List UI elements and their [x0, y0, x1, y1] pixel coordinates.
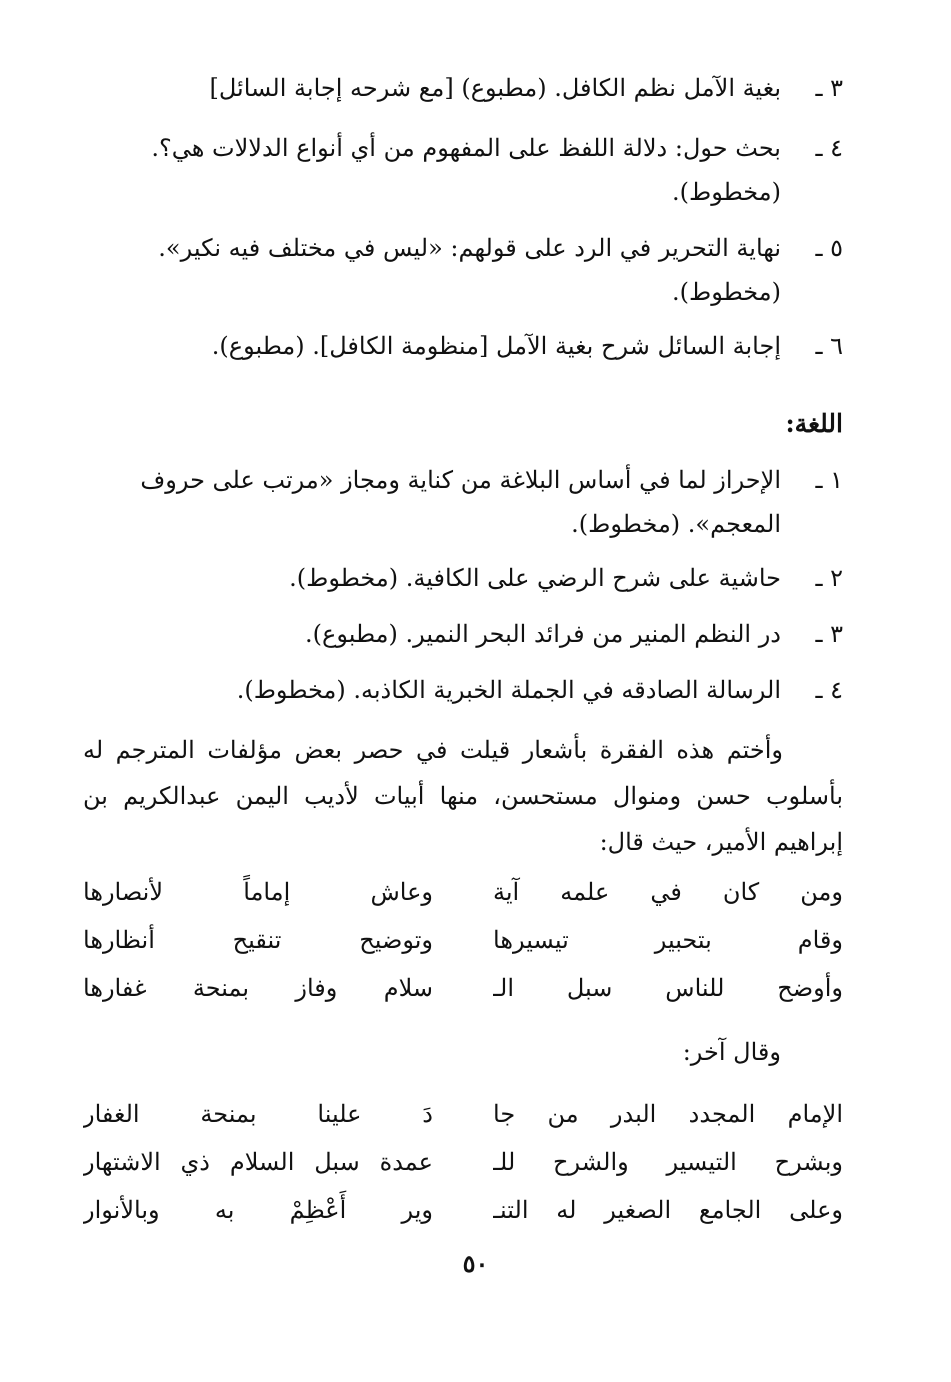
item-number: ٦ ـ — [815, 332, 843, 360]
item-text: حاشية على شرح الرضي على الكافية. (مخطوط). — [289, 564, 781, 592]
usul-item-3 — [83, 66, 843, 110]
verse — [83, 868, 843, 916]
item-number: ٥ ـ — [815, 234, 843, 262]
item-text: در النظم المنير من فرائد البحر النمير. (مطبوع). — [305, 620, 781, 648]
verse-second-hemistich: وير أَعْظِمْ به وبالأنوار — [83, 1196, 433, 1224]
item-number: ٤ ـ — [815, 676, 843, 704]
item-text: نهاية التحرير في الرد على قولهم: «ليس في مختلف فيه نكير». (مخطوط). — [158, 234, 781, 306]
page-number: ٥٠ — [462, 1249, 489, 1278]
verse-second-hemistich: سلام وفاز بمنحة غفارها — [83, 974, 433, 1002]
verse-second-hemistich: دَ علينا بمنحة الغفار — [83, 1100, 433, 1128]
item-number: ٤ ـ — [815, 134, 843, 162]
verse-second-hemistich: وعاش إماماً لأنصارها — [83, 878, 433, 906]
verse-first-hemistich: ومن كان في علمه آية — [493, 878, 843, 906]
verse — [83, 1138, 843, 1186]
said-another: وقال آخر: — [682, 1038, 781, 1066]
item-text: بحث حول: دلالة اللفظ على المفهوم من أي أنواع الدلالات هي؟. (مخطوط). — [151, 134, 781, 206]
verse-first-hemistich: وأوضح للناس سبل الـ — [493, 974, 843, 1002]
item-text: إجابة السائل شرح بغية الآمل [منظومة الكافل]. (مطبوع). — [211, 332, 781, 360]
item-text: الرسالة الصادقه في الجملة الخبرية الكاذبه. (مخطوط). — [236, 676, 781, 704]
item-number: ٣ ـ — [815, 74, 843, 102]
item-number: ١ ـ — [815, 466, 843, 494]
lugha-item-1 — [83, 458, 843, 546]
section-heading-lugha: اللغة: — [785, 409, 843, 438]
lugha-item-3 — [83, 612, 843, 656]
item-text: الإحراز لما في أساس البلاغة من كناية ومجاز «مرتب على حروف المعجم». (مخطوط). — [140, 466, 781, 538]
verse-second-hemistich: وتوضيح تنقيح أنظارها — [83, 926, 433, 954]
verse-first-hemistich: وعلى الجامع الصغير له التنـ — [493, 1196, 843, 1224]
closing-paragraph: وأختم هذه الفقرة بأشعار قيلت في حصر بعض مؤلفات المترجم له بأسلوب حسن ومنوال مستحسن، منها أبيات لأديب اليمن عبدالكريم بن إبراهيم الأمير، حيث قال: — [83, 736, 843, 856]
verse — [83, 916, 843, 964]
usul-item-4 — [83, 126, 843, 214]
lugha-item-4 — [83, 668, 843, 712]
item-number: ٣ ـ — [815, 620, 843, 648]
verse-second-hemistich: عمدة سبل السلام ذي الاشتهار — [83, 1148, 433, 1176]
verse-first-hemistich: وقام بتحبير تيسيرها — [493, 926, 843, 954]
item-text: بغية الآمل نظم الكافل. (مطبوع) [مع شرحه إجابة السائل] — [209, 74, 781, 102]
poem-first — [83, 868, 843, 1012]
verse-first-hemistich: وبشرح التيسير والشرح للـ — [493, 1148, 843, 1176]
usul-item-5 — [83, 226, 843, 314]
lugha-item-2 — [83, 556, 843, 600]
verse — [83, 1090, 843, 1138]
poem-second — [83, 1090, 843, 1234]
verse — [83, 1186, 843, 1234]
item-number: ٢ ـ — [815, 564, 843, 592]
usul-item-6 — [83, 324, 843, 368]
verse — [83, 964, 843, 1012]
verse-first-hemistich: الإمام المجدد البدر من جا — [493, 1100, 843, 1128]
